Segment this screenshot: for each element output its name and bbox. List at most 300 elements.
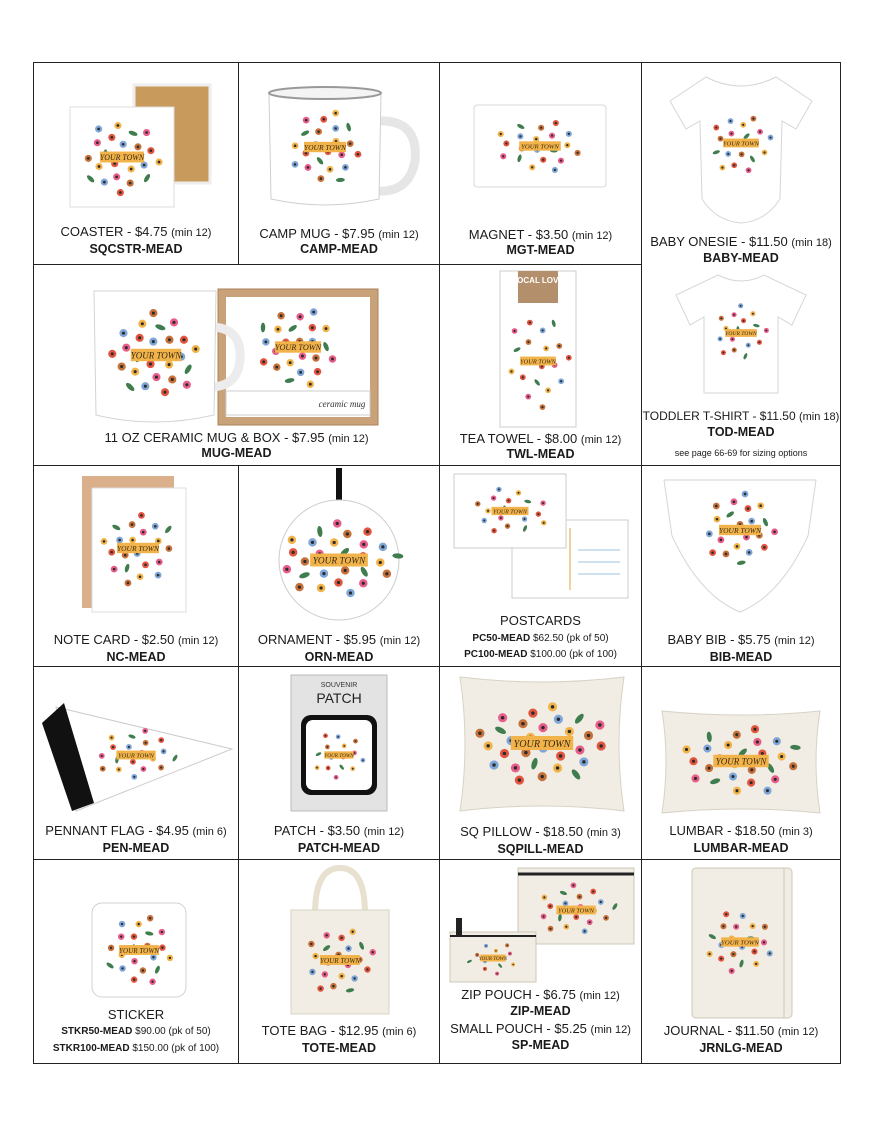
flower xyxy=(556,751,565,760)
flower xyxy=(575,150,581,156)
product-code: ORN-MEAD xyxy=(304,650,374,664)
flower xyxy=(543,346,549,352)
product-min: (min 3) xyxy=(586,827,621,839)
sticker-line-2: STKR100-MEAD $150.00 (pk of 100) xyxy=(52,1043,220,1054)
flower xyxy=(538,723,547,732)
flower xyxy=(761,939,767,945)
flower xyxy=(746,549,753,556)
banner-text: YOUR TOWN xyxy=(99,153,145,163)
coaster-image xyxy=(62,81,222,211)
flower xyxy=(130,759,136,765)
flower xyxy=(327,166,334,173)
product-postcards[interactable] xyxy=(440,466,642,667)
flower xyxy=(475,729,484,738)
flower xyxy=(522,516,527,521)
baby-onesie-image xyxy=(666,71,816,231)
toddler-tshirt-image xyxy=(666,269,816,399)
flower xyxy=(315,765,320,770)
flower xyxy=(119,921,125,927)
flower xyxy=(149,309,157,317)
flower xyxy=(125,580,132,587)
flower xyxy=(312,354,319,361)
flower xyxy=(129,537,136,544)
product-journal[interactable] xyxy=(642,860,840,1063)
flower xyxy=(192,345,200,353)
flower xyxy=(763,787,771,795)
flower xyxy=(99,753,105,759)
flower xyxy=(325,745,330,750)
product-min: (min 12) xyxy=(571,230,613,242)
product-min: (min 12) xyxy=(171,227,212,239)
flower xyxy=(347,140,354,147)
flower xyxy=(747,779,755,787)
flower xyxy=(528,709,537,718)
flower xyxy=(379,543,388,552)
flower xyxy=(370,949,376,955)
flower xyxy=(155,158,162,165)
zip-pouch-image xyxy=(442,862,638,984)
flower xyxy=(322,325,329,332)
product-name: CAMP MUG - $7.95 xyxy=(259,226,375,241)
flower xyxy=(119,329,127,337)
flower xyxy=(597,741,606,750)
banner-text: YOUR TOWN xyxy=(715,756,767,767)
flower xyxy=(383,569,392,578)
flower xyxy=(689,757,697,765)
flower xyxy=(739,151,745,157)
flower xyxy=(582,928,588,934)
flower xyxy=(745,505,752,512)
flower xyxy=(548,926,554,932)
flower xyxy=(729,772,737,780)
sticker-image xyxy=(89,900,189,1000)
flower xyxy=(753,738,761,746)
flower xyxy=(545,387,551,393)
flower xyxy=(764,328,769,333)
product-coaster[interactable] xyxy=(34,63,239,265)
flower xyxy=(526,339,532,345)
flower xyxy=(761,544,768,551)
flower xyxy=(108,549,115,556)
flower xyxy=(587,919,593,925)
flower xyxy=(150,954,156,960)
flower xyxy=(303,117,310,124)
product-min: (min 12) xyxy=(328,433,369,445)
flower xyxy=(505,943,509,947)
product-name: TOTE BAG - $12.95 xyxy=(261,1023,379,1038)
flower xyxy=(336,734,341,739)
journal-image xyxy=(688,866,798,1024)
flower xyxy=(136,334,144,342)
flower xyxy=(751,116,757,122)
flower xyxy=(143,129,150,136)
flower xyxy=(289,548,298,557)
product-name: SQ PILLOW - $18.50 xyxy=(460,824,583,839)
flower xyxy=(724,741,732,749)
flower xyxy=(740,913,746,919)
toddler-caption xyxy=(642,408,840,425)
flower xyxy=(180,336,188,344)
tote-bag-image xyxy=(285,864,395,1020)
flower xyxy=(511,963,515,967)
flower xyxy=(295,583,304,592)
flower xyxy=(541,520,546,525)
flower xyxy=(748,518,755,525)
flower xyxy=(729,131,735,137)
banner-text: YOUR TOWN xyxy=(304,142,346,152)
product-code: CAMP-MEAD xyxy=(300,242,378,256)
product-zip-pouch[interactable] xyxy=(440,860,642,1063)
flower xyxy=(142,728,148,734)
flower xyxy=(134,143,141,150)
flower xyxy=(142,561,149,568)
flower xyxy=(292,161,299,168)
flower xyxy=(277,312,284,319)
product-code: MUG-MEAD xyxy=(201,446,272,460)
flower xyxy=(296,313,303,320)
baby-bib-image xyxy=(660,476,820,616)
flower xyxy=(309,969,315,975)
flower xyxy=(334,775,339,780)
flower xyxy=(135,921,141,927)
flower xyxy=(338,935,344,941)
flower xyxy=(301,557,310,566)
flower xyxy=(137,573,144,580)
flower xyxy=(140,161,147,168)
flower xyxy=(307,380,314,387)
ornament-image xyxy=(275,468,405,628)
product-code: MGT-MEAD xyxy=(506,243,575,257)
product-min: (min 12) xyxy=(777,1026,819,1038)
product-code: TOD-MEAD xyxy=(707,425,775,439)
flower xyxy=(338,973,344,979)
product-min: (min 12) xyxy=(774,635,815,647)
flower xyxy=(565,727,574,736)
flower xyxy=(308,941,314,947)
flower xyxy=(116,767,122,773)
flower xyxy=(334,578,343,587)
flower xyxy=(310,308,317,315)
banner-text: YOUR TOWN xyxy=(719,525,761,535)
product-sticker[interactable] xyxy=(34,860,239,1063)
banner-text: YOUR TOWN xyxy=(119,946,159,955)
flower xyxy=(483,967,487,971)
product-name: BABY ONESIE - $11.50 xyxy=(650,234,788,249)
product-sq-pillow[interactable] xyxy=(440,667,642,860)
flower xyxy=(376,558,385,567)
ceramic-mug-image xyxy=(92,283,392,433)
banner-text: YOUR TOWN xyxy=(725,331,757,338)
flower xyxy=(159,944,165,950)
product-min: (min 6) xyxy=(192,826,227,838)
flower xyxy=(511,763,520,772)
flower xyxy=(751,949,757,955)
flower xyxy=(485,508,490,513)
flower xyxy=(297,369,304,376)
flower xyxy=(155,572,162,579)
flower xyxy=(757,340,762,345)
flower xyxy=(527,320,533,326)
product-min-2: (min 12) xyxy=(590,1024,631,1036)
flower xyxy=(138,512,145,519)
flower xyxy=(725,151,731,157)
flower xyxy=(113,173,120,180)
flower xyxy=(509,369,515,375)
flower xyxy=(149,979,155,985)
flower xyxy=(491,528,496,533)
flower xyxy=(603,915,609,921)
flower xyxy=(515,775,524,784)
flower xyxy=(714,516,721,523)
product-name: POSTCARDS xyxy=(500,613,581,628)
product-min: (min 12) xyxy=(579,990,620,1002)
flower xyxy=(117,189,124,196)
product-name: PENNANT FLAG - $4.95 xyxy=(45,823,189,838)
flower xyxy=(547,903,553,909)
flower xyxy=(111,566,118,573)
flower xyxy=(750,923,756,929)
flower xyxy=(317,175,324,182)
flower xyxy=(536,511,541,516)
flower xyxy=(128,165,135,172)
product-note-card[interactable] xyxy=(34,466,239,667)
product-code: PEN-MEAD xyxy=(102,841,170,855)
flower xyxy=(541,894,547,900)
flower xyxy=(286,359,293,366)
flower xyxy=(338,151,345,158)
product-name: BABY BIB - $5.75 xyxy=(667,632,771,647)
product-name: NOTE CARD - $2.50 xyxy=(53,632,175,647)
product-min: (min 18) xyxy=(791,237,832,249)
product-lumbar[interactable] xyxy=(642,667,840,860)
mug-box-label: ceramic mug xyxy=(318,399,366,409)
patch-header: PATCH xyxy=(316,690,362,706)
product-min: (min 12) xyxy=(363,826,405,838)
flower xyxy=(330,983,336,989)
flower xyxy=(706,530,713,537)
flower xyxy=(733,924,739,930)
product-pennant[interactable] xyxy=(34,667,239,860)
flower xyxy=(508,952,512,956)
product-name: TEA TOWEL - $8.00 xyxy=(459,431,578,446)
banner-text: YOUR TOWN xyxy=(312,556,366,567)
flower xyxy=(274,325,281,332)
flower xyxy=(288,536,297,545)
flower xyxy=(138,320,146,328)
flower xyxy=(482,518,487,523)
product-name: PATCH - $3.50 xyxy=(273,823,361,838)
flower xyxy=(540,404,546,410)
flower xyxy=(517,133,523,139)
flower xyxy=(140,967,146,973)
flower xyxy=(556,343,562,349)
flower xyxy=(573,914,579,920)
flower xyxy=(575,745,584,754)
product-patch[interactable] xyxy=(239,667,440,860)
lumbar-image xyxy=(656,705,826,819)
flower xyxy=(595,720,604,729)
flower xyxy=(750,311,755,316)
flower xyxy=(94,139,101,146)
product-magnet[interactable] xyxy=(440,63,642,265)
product-code-2: SP-MEAD xyxy=(511,1038,570,1052)
flower xyxy=(351,975,357,981)
flower xyxy=(131,774,137,780)
flower xyxy=(506,498,511,503)
flower xyxy=(723,551,730,558)
banner-text: YOUR TOWN xyxy=(274,343,322,353)
product-ornament[interactable] xyxy=(239,466,440,667)
product-min: (min 6) xyxy=(382,1026,417,1038)
product-name: 11 OZ CERAMIC MUG & BOX - $7.95 xyxy=(104,430,325,445)
flower xyxy=(746,167,752,173)
product-code: TOTE-MEAD xyxy=(301,1041,377,1055)
flower xyxy=(170,318,178,326)
flower xyxy=(129,521,136,528)
flower xyxy=(691,774,699,782)
banner-text: YOUR TOWN xyxy=(478,956,508,962)
flower xyxy=(342,743,347,748)
flower xyxy=(706,951,712,957)
product-baby-onesie[interactable] xyxy=(642,63,840,466)
flower xyxy=(723,911,729,917)
flower xyxy=(757,129,763,135)
flower xyxy=(101,538,108,545)
product-name: STICKER xyxy=(107,1007,165,1022)
flower xyxy=(85,155,92,162)
product-name: LUMBAR - $18.50 xyxy=(669,823,775,838)
flower xyxy=(571,882,577,888)
flower xyxy=(333,519,341,528)
flower xyxy=(95,163,102,170)
flower xyxy=(152,523,159,530)
tea-towel-image xyxy=(498,269,578,429)
flower xyxy=(484,944,488,948)
flower xyxy=(682,745,690,753)
banner-text: YOUR TOWN xyxy=(320,956,360,965)
banner-text: YOUR TOWN xyxy=(493,509,527,516)
flower xyxy=(345,945,351,951)
flower xyxy=(719,316,724,321)
flower xyxy=(131,368,139,376)
flower xyxy=(494,949,498,953)
product-name: COASTER - $4.75 xyxy=(60,224,168,239)
flower xyxy=(165,361,173,369)
flower xyxy=(114,122,121,129)
flower xyxy=(131,958,137,964)
flower xyxy=(503,140,509,146)
flower xyxy=(773,737,781,745)
flower xyxy=(308,538,317,547)
product-name-2: SMALL POUCH - $5.25 xyxy=(450,1021,587,1036)
flower xyxy=(127,179,134,186)
flower xyxy=(283,565,292,574)
flower xyxy=(498,713,507,722)
flower xyxy=(341,566,350,575)
banner-text: YOUR TOWN xyxy=(558,907,594,915)
flower xyxy=(525,394,531,400)
flower xyxy=(579,757,588,766)
flower xyxy=(140,529,147,536)
flower xyxy=(498,515,503,520)
banner-text: YOUR TOWN xyxy=(130,350,182,361)
flower xyxy=(141,382,149,390)
flower xyxy=(363,527,372,536)
flower xyxy=(159,929,165,935)
product-baby-bib[interactable] xyxy=(642,466,840,667)
flower xyxy=(489,760,498,769)
postcards-image xyxy=(452,472,632,602)
product-code: JRNLG-MEAD xyxy=(699,1041,783,1055)
product-tote-bag[interactable] xyxy=(239,860,440,1063)
product-code: SQCSTR-MEAD xyxy=(89,242,183,256)
flower xyxy=(741,318,746,323)
flower xyxy=(529,164,535,170)
flower xyxy=(753,961,759,967)
flower xyxy=(720,923,726,929)
banner-text: YOUR TOWN xyxy=(513,738,571,750)
flower xyxy=(512,328,518,334)
flower xyxy=(299,352,306,359)
product-code: BIB-MEAD xyxy=(709,650,773,664)
product-ceramic-mug[interactable] xyxy=(34,265,440,466)
flower xyxy=(262,338,269,345)
postcards-line-2: PC100-MEAD $100.00 (pk of 100) xyxy=(464,649,617,660)
product-camp-mug[interactable] xyxy=(239,63,440,265)
flower xyxy=(584,731,593,740)
flower xyxy=(771,528,778,535)
flower xyxy=(108,945,114,951)
flower xyxy=(161,388,169,396)
flower xyxy=(314,368,321,375)
flower xyxy=(498,131,504,137)
flower xyxy=(705,764,713,772)
flower xyxy=(108,134,115,141)
flower xyxy=(156,559,163,566)
flower xyxy=(558,158,564,164)
postcards-line-1: PC50-MEAD $62.50 (pk of 50) xyxy=(472,633,609,644)
product-code: ZIP-MEAD xyxy=(510,1004,571,1018)
flower xyxy=(484,741,493,750)
flower xyxy=(131,976,137,982)
flower xyxy=(516,490,521,495)
patch-header-top: SOUVENIR xyxy=(320,682,358,689)
flower xyxy=(149,337,157,345)
flower xyxy=(505,523,510,528)
product-tea-towel[interactable] xyxy=(440,265,642,466)
flower xyxy=(126,744,132,750)
flower xyxy=(323,932,329,938)
flower xyxy=(751,725,759,733)
flower xyxy=(540,500,545,505)
flower xyxy=(120,141,127,148)
product-code: PATCH-MEAD xyxy=(297,841,381,855)
product-min: (min 12) xyxy=(379,635,421,647)
flower xyxy=(108,350,116,358)
flower xyxy=(533,136,539,142)
banner-text: YOUR TOWN xyxy=(723,140,759,148)
flower xyxy=(563,924,569,930)
banner-text: YOUR TOWN xyxy=(521,143,559,151)
flower xyxy=(577,894,583,900)
flower xyxy=(768,135,774,141)
flower xyxy=(309,324,316,331)
flower xyxy=(320,116,327,123)
flower xyxy=(305,164,312,171)
product-grid xyxy=(33,62,841,1064)
banner-text: YOUR TOWN xyxy=(117,543,159,553)
flower xyxy=(553,763,562,772)
